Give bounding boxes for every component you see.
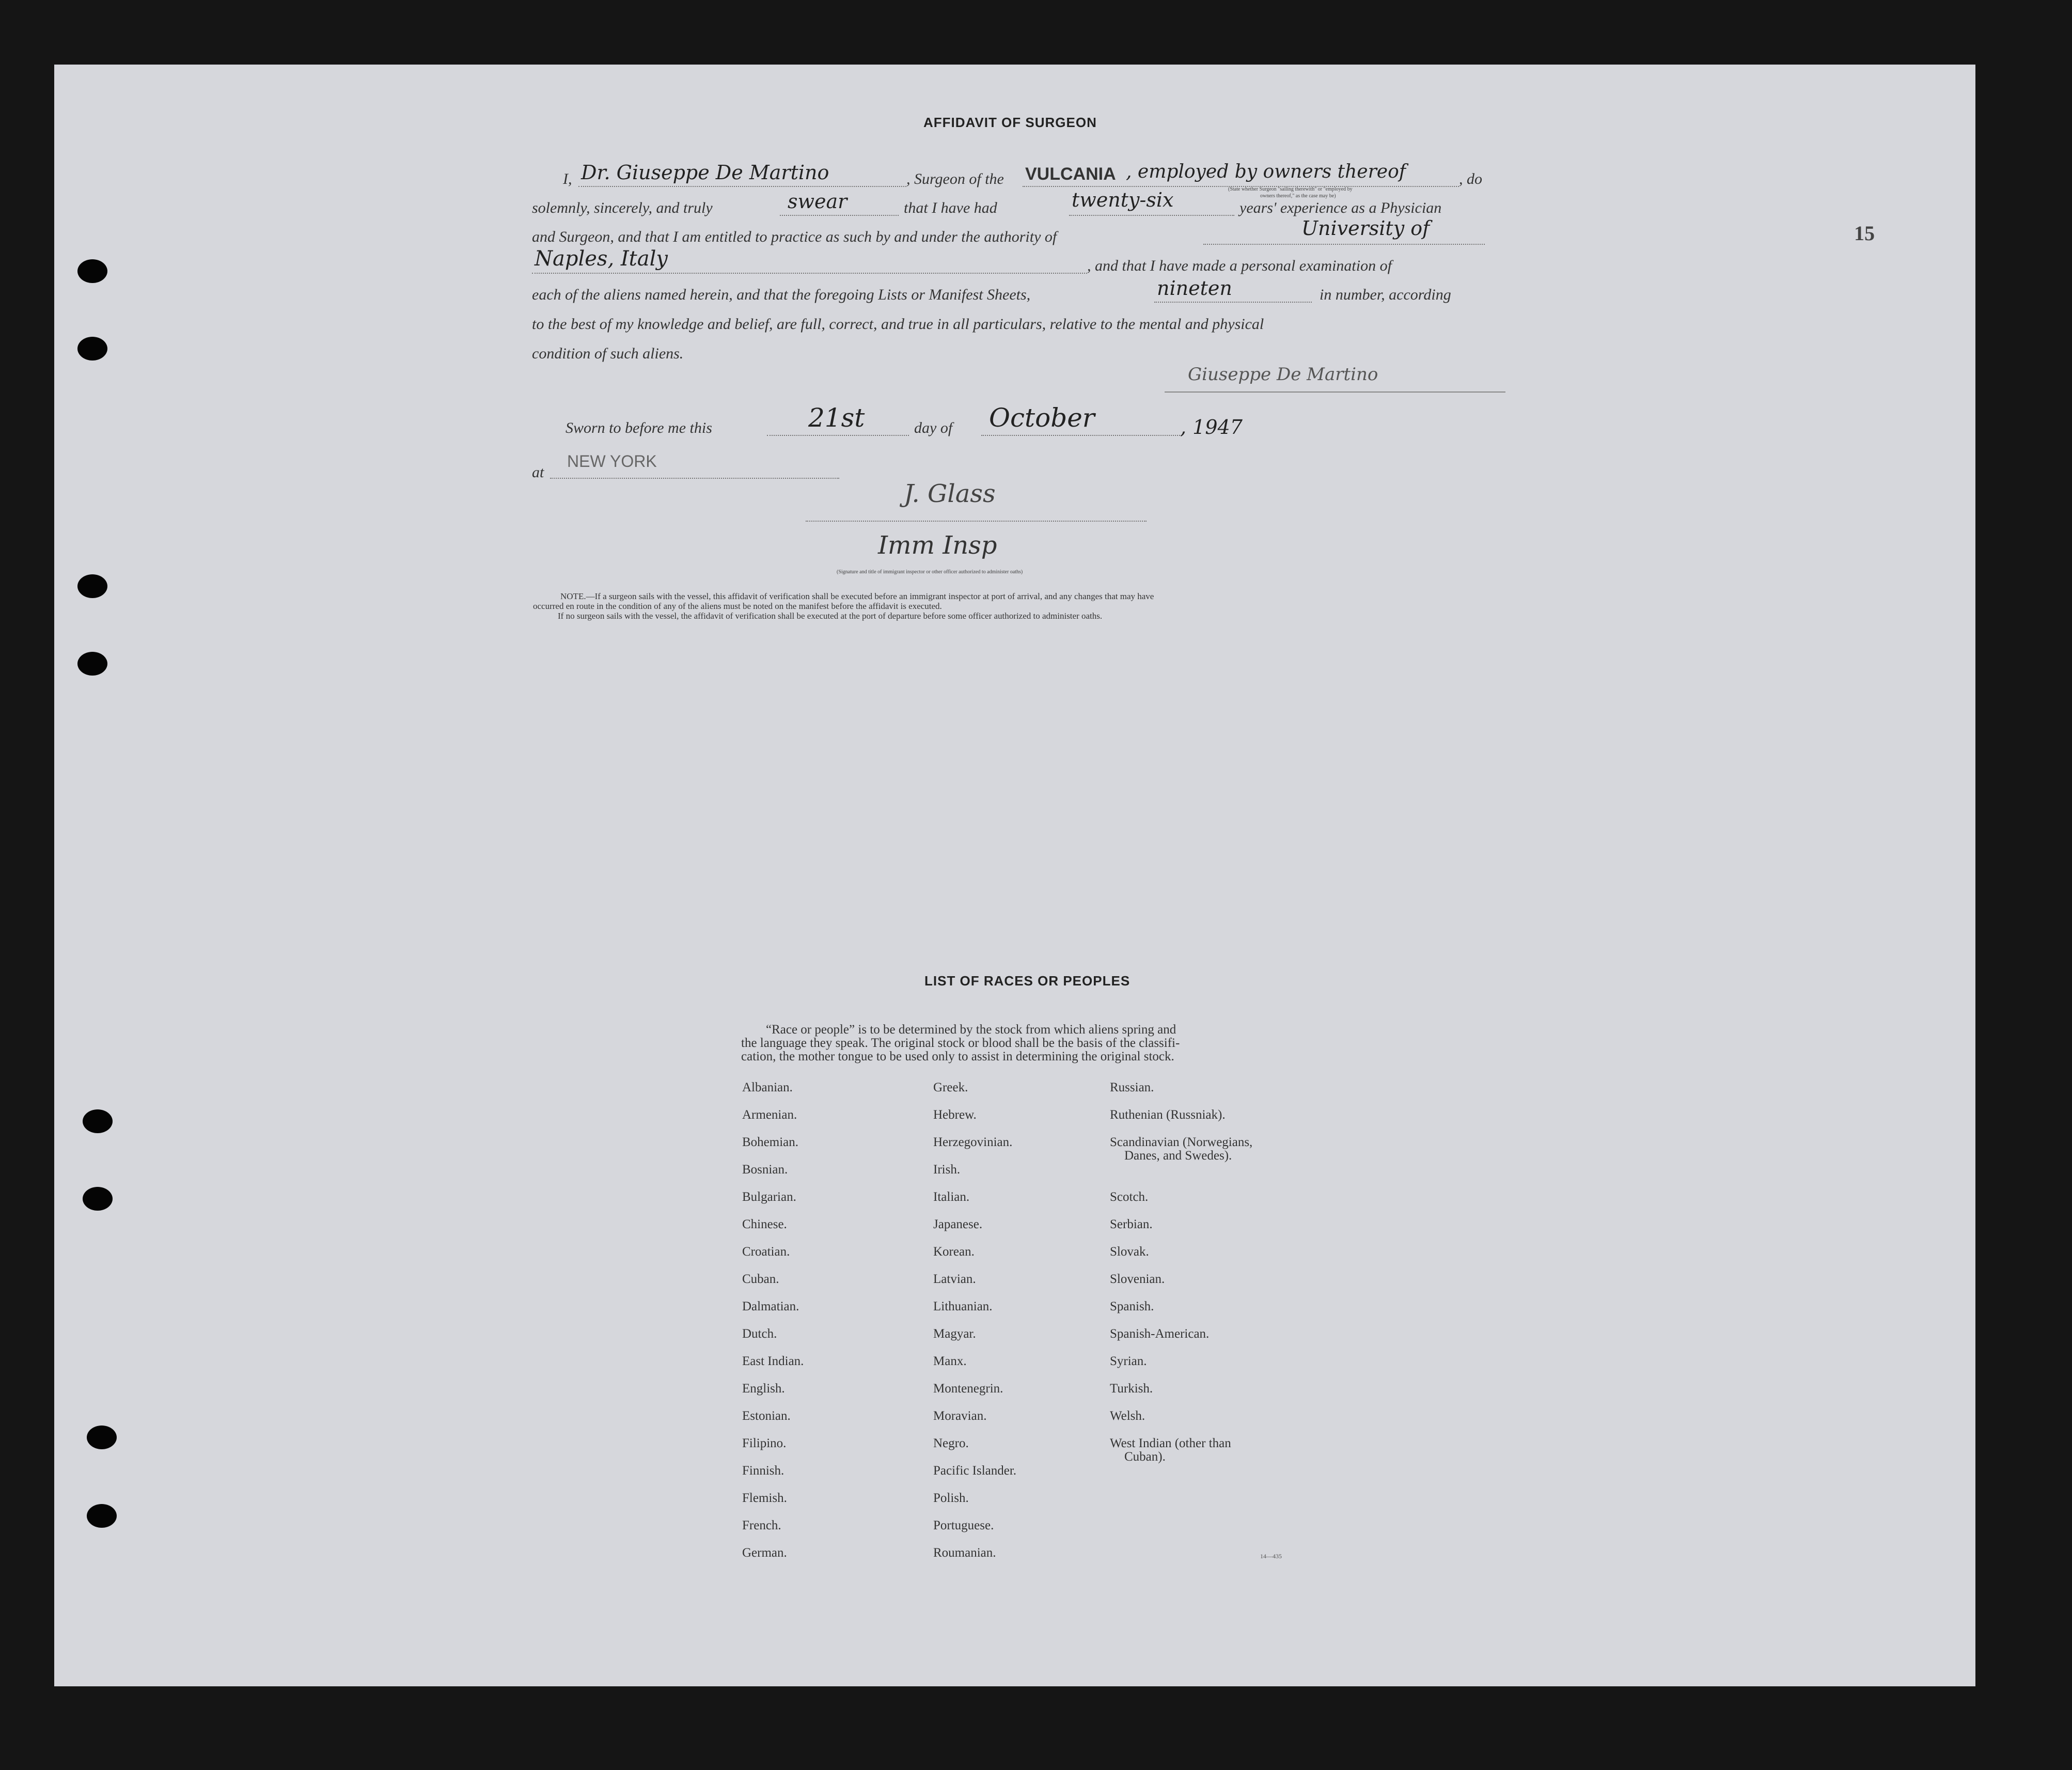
race-item: Welsh. bbox=[1110, 1409, 1145, 1423]
race-item: Moravian. bbox=[933, 1409, 987, 1423]
sworn-label: Sworn to before me this bbox=[566, 419, 712, 436]
race-item: Slovenian. bbox=[1110, 1272, 1165, 1286]
manifest-label: each of the aliens named herein, and that the foregoing Lists or Manifest Sheets, bbox=[532, 286, 1031, 303]
races-intro-1: “Race or people” is to be determined by the stock from which aliens spring and bbox=[766, 1023, 1176, 1037]
race-item: English. bbox=[742, 1382, 785, 1396]
authority-label: and Surgeon, and that I am entitled to practice as such by and under the authority of bbox=[532, 228, 1057, 245]
race-item: Roumanian. bbox=[933, 1546, 996, 1560]
race-item: Estonian. bbox=[742, 1409, 791, 1423]
document-page bbox=[54, 65, 1975, 1686]
condition-text: condition of such aliens. bbox=[532, 345, 684, 362]
do-label: , do bbox=[1459, 170, 1482, 187]
race-item: Negro. bbox=[933, 1436, 969, 1450]
race-item: Serbian. bbox=[1110, 1217, 1153, 1231]
authority-line-1 bbox=[1203, 244, 1485, 245]
race-item: Irish. bbox=[933, 1163, 961, 1177]
officer-signature-1: J. Glass bbox=[904, 479, 996, 508]
race-item: French. bbox=[742, 1518, 781, 1532]
oath-line bbox=[780, 215, 899, 216]
affidavit-title: AFFIDAVIT OF SURGEON bbox=[923, 115, 1097, 130]
binder-hole bbox=[77, 259, 107, 283]
sheets-count: nineten bbox=[1157, 277, 1232, 300]
sheets-line bbox=[1154, 302, 1312, 303]
sworn-year: , 1947 bbox=[1180, 416, 1243, 438]
signature-underline bbox=[1165, 391, 1505, 393]
race-item: Montenegrin. bbox=[933, 1382, 1003, 1396]
race-item: Spanish. bbox=[1110, 1299, 1154, 1313]
surgeon-name: Dr. Giuseppe De Martino bbox=[581, 161, 829, 184]
race-item: Manx. bbox=[933, 1354, 967, 1368]
experience-line bbox=[1069, 215, 1234, 216]
note-line-2: occurred en route in the condition of any of the aliens must be noted on the manifest before the affidavit is executed. bbox=[533, 601, 942, 611]
race-item: Armenian. bbox=[742, 1108, 797, 1122]
form-number: 14—435 bbox=[1260, 1553, 1282, 1560]
race-item: Hebrew. bbox=[933, 1108, 977, 1122]
examination-label: , and that I have made a personal examination of bbox=[1087, 257, 1392, 274]
solemnly-label: solemnly, sincerely, and truly bbox=[532, 199, 713, 216]
race-item: Japanese. bbox=[933, 1217, 983, 1231]
month-line bbox=[981, 435, 1180, 436]
race-item: Chinese. bbox=[742, 1217, 787, 1231]
at-label: at bbox=[532, 464, 544, 481]
race-item: Latvian. bbox=[933, 1272, 976, 1286]
state-note-1: (State whether Surgeon "sailing therewith" or "employed by bbox=[1228, 186, 1353, 192]
race-item: Polish. bbox=[933, 1491, 969, 1505]
race-item: Herzegovinian. bbox=[933, 1135, 1013, 1149]
particulars-text: to the best of my knowledge and belief, are full, correct, and true in all particulars, relative to the mental and physical bbox=[532, 316, 1264, 333]
note-line-3: If no surgeon sails with the vessel, the affidavit of verification shall be executed at the port of departure before some officer authorized to administer oaths. bbox=[558, 611, 1103, 621]
years-label: years' experience as a Physician bbox=[1239, 199, 1442, 216]
race-item: Spanish-American. bbox=[1110, 1327, 1210, 1341]
race-item: Scotch. bbox=[1110, 1190, 1149, 1204]
race-item: Scandinavian (Norwegians, bbox=[1110, 1135, 1253, 1149]
in-number-label: in number, according bbox=[1320, 286, 1451, 303]
binder-hole bbox=[83, 1187, 113, 1211]
race-item: Syrian. bbox=[1110, 1354, 1147, 1368]
years-experience: twenty-six bbox=[1072, 189, 1174, 211]
race-item: German. bbox=[742, 1546, 787, 1560]
race-item: Magyar. bbox=[933, 1327, 976, 1341]
officer-caption: (Signature and title of immigrant inspector or other officer authorized to administer oaths) bbox=[837, 569, 1023, 575]
race-item: Albanian. bbox=[742, 1080, 793, 1094]
race-item: Korean. bbox=[933, 1245, 975, 1259]
race-item: Bulgarian. bbox=[742, 1190, 796, 1204]
day-line bbox=[767, 435, 909, 436]
binder-hole bbox=[77, 337, 107, 361]
vessel-name: VULCANIA bbox=[1025, 164, 1116, 184]
races-intro-2: the language they speak. The original stock or blood shall be the basis of the classifi- bbox=[741, 1036, 1180, 1050]
sworn-place: NEW YORK bbox=[567, 452, 657, 471]
race-item: West Indian (other than bbox=[1110, 1436, 1231, 1450]
binder-hole bbox=[77, 652, 107, 676]
race-item: Danes, and Swedes). bbox=[1124, 1149, 1232, 1163]
race-item: Dutch. bbox=[742, 1327, 777, 1341]
day-of-label: day of bbox=[914, 419, 953, 436]
race-item: Filipino. bbox=[742, 1436, 787, 1450]
race-item: East Indian. bbox=[742, 1354, 804, 1368]
race-item: Bohemian. bbox=[742, 1135, 799, 1149]
race-item: Cuban). bbox=[1124, 1450, 1166, 1464]
race-item: Pacific Islander. bbox=[933, 1464, 1017, 1478]
race-item: Dalmatian. bbox=[742, 1299, 799, 1313]
surgeon-signature: Giuseppe De Martino bbox=[1188, 364, 1378, 385]
authority-university: University of bbox=[1301, 217, 1430, 240]
sworn-day: 21st bbox=[808, 403, 865, 433]
binder-hole bbox=[87, 1426, 117, 1449]
employment-status: , employed by owners thereof bbox=[1126, 161, 1406, 182]
race-item: Flemish. bbox=[742, 1491, 787, 1505]
race-item: Lithuanian. bbox=[933, 1299, 993, 1313]
officer-signature-2: Imm Insp bbox=[878, 531, 997, 560]
oath-type: swear bbox=[788, 190, 847, 213]
race-item: Finnish. bbox=[742, 1464, 784, 1478]
state-note-2: owners thereof," as the case may be) bbox=[1260, 193, 1336, 199]
race-item: Italian. bbox=[933, 1190, 970, 1204]
sworn-month: October bbox=[989, 403, 1095, 433]
race-item: Ruthenian (Russniak). bbox=[1110, 1108, 1226, 1122]
i-label: I, bbox=[563, 170, 572, 187]
binder-hole bbox=[77, 574, 107, 598]
note-line-1: NOTE.—If a surgeon sails with the vessel, this affidavit of verification shall be executed before an immigrant inspector at port of arrival, and any changes that may have bbox=[560, 591, 1154, 601]
authority-line-2 bbox=[532, 273, 1087, 274]
authority-location: Naples, Italy bbox=[535, 247, 668, 271]
race-item: Bosnian. bbox=[742, 1163, 788, 1177]
races-title: LIST OF RACES OR PEOPLES bbox=[924, 973, 1131, 989]
race-item: Slovak. bbox=[1110, 1245, 1149, 1259]
that-had-label: that I have had bbox=[904, 199, 997, 216]
page-number: 15 bbox=[1854, 222, 1875, 245]
race-item: Turkish. bbox=[1110, 1382, 1153, 1396]
surgeon-of-label: , Surgeon of the bbox=[906, 170, 1004, 187]
races-intro-3: cation, the mother tongue to be used only to assist in determining the original stock. bbox=[741, 1050, 1174, 1063]
binder-hole bbox=[83, 1109, 113, 1133]
race-item: Russian. bbox=[1110, 1080, 1154, 1094]
officer-signature-line bbox=[806, 521, 1147, 522]
place-line bbox=[550, 478, 839, 479]
race-item: Portuguese. bbox=[933, 1518, 994, 1532]
race-item: Cuban. bbox=[742, 1272, 779, 1286]
race-item: Croatian. bbox=[742, 1245, 790, 1259]
race-item: Greek. bbox=[933, 1080, 968, 1094]
binder-hole bbox=[87, 1504, 117, 1528]
surgeon-name-line bbox=[578, 186, 906, 187]
